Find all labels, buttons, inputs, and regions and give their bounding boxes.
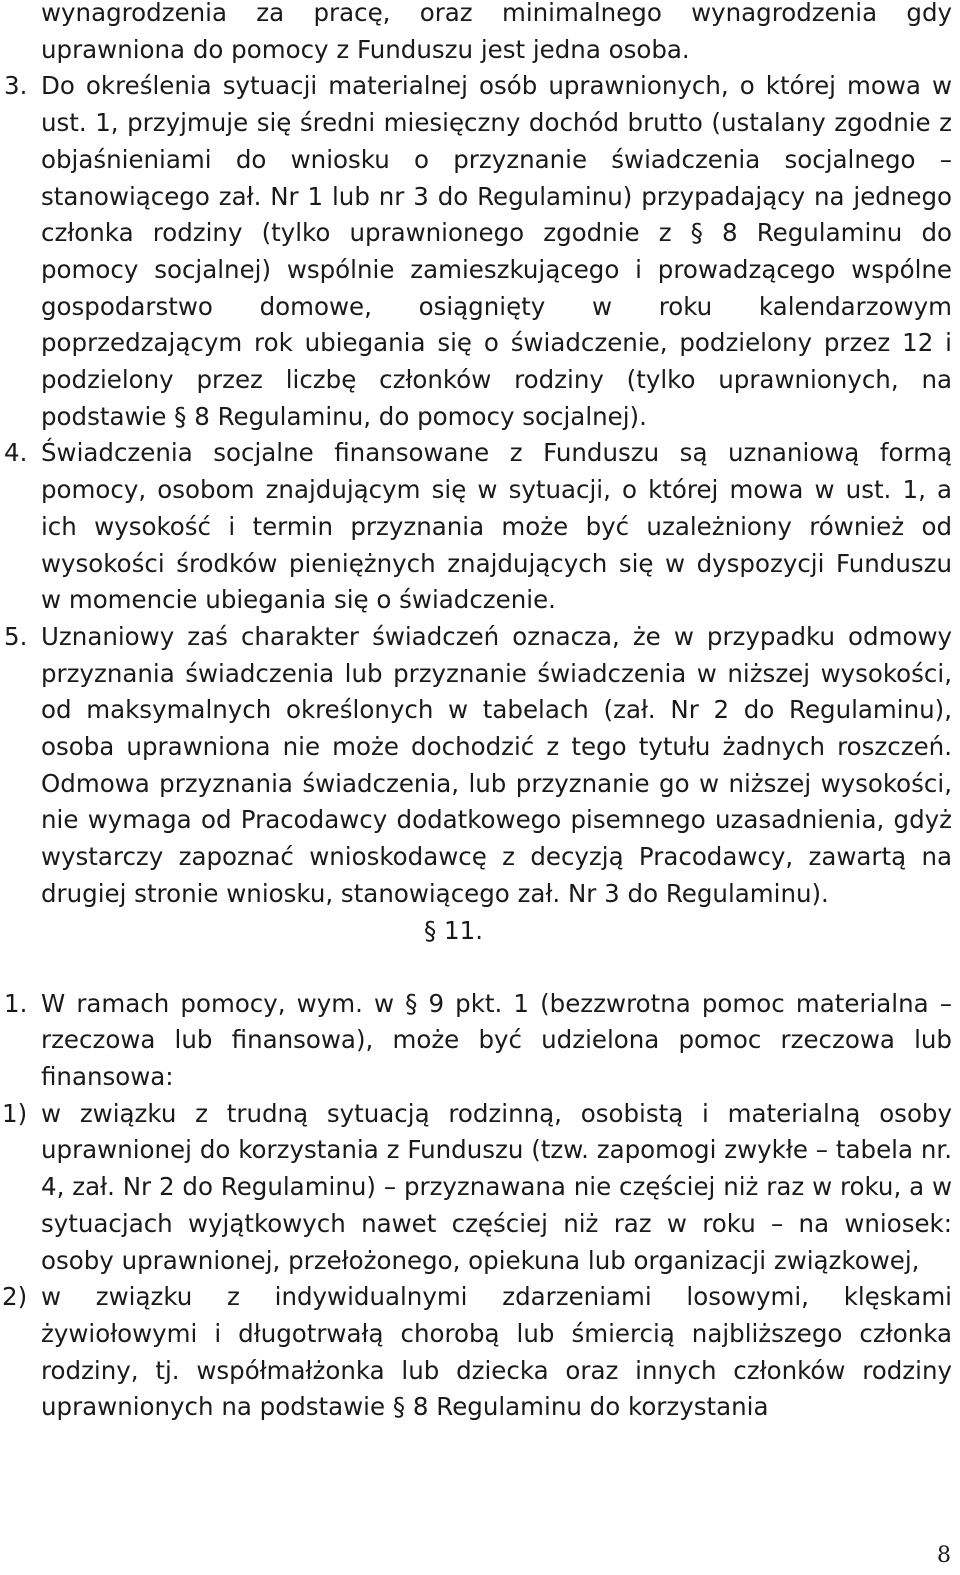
list-item-number: 3. (4, 71, 28, 101)
list-item-number: 5. (4, 621, 28, 651)
list-item-text: W ramach pomocy, wym. w § 9 pkt. 1 (bezzwrotna pomoc materialna – rzeczowa lub finansowa), może być udzielona pomoc rzeczowa lub finansowa: (41, 988, 952, 1091)
list-item-text: Do określenia sytuacji materialnej osób uprawnionych, o której mowa w ust. 1, przyjmuje się średni miesięczny dochód brutto (ustalany zgodnie z objaśnieniami do wniosku o przyznanie świadczenia socjalnego – stanowiącego zał. Nr 1 lub nr 3 do Regulaminu) przypadający na jednego członka rodziny (tylko uprawnionego zgodnie z § 8 Regulaminu do pomocy socjalnej) wspólnie zamieszkującego i prowadzącego wspólne gospodarstwo domowe, osiągnięty w roku kalendarzowym poprzedzającym rok ubiegania się o świadczenie, podzielony przez 12 i podzielony przez liczbę członków rodziny (tylko uprawnionych, na podstawie § 8 Regulaminu, do pomocy socjalnej). (41, 71, 952, 431)
sub-item-1 (0, 1096, 960, 1280)
list-item-4 (0, 435, 960, 619)
continued-paragraph-text: wynagrodzenia za pracę, oraz minimalnego wynagrodzenia gdy uprawniona do pomocy z Funduszu jest jedna osoba. (41, 0, 952, 64)
section-spacer (0, 950, 960, 986)
section-heading: § 11. (424, 915, 484, 945)
list-item-5 (0, 619, 960, 913)
list-item-number: 4. (4, 438, 28, 468)
list-item-text: Uznaniowy zaś charakter świadczeń oznacza, że w przypadku odmowy przyznania świadczenia lub przyznanie świadczenia w niższej wysokości, od maksymalnych określonych w tabelach (zał. Nr 2 do Regulaminu), osoba uprawniona nie może dochodzić z tego tytułu żadnych roszczeń. Odmowa przyznania świadczenia, lub przyznanie go w niższej wysokości, nie wymaga od Pracodawcy dodatkowego pisemnego uzasadnienia, gdyż wystarczy zapoznać wnioskodawcę z decyzją Pracodawcy, zawartą na drugiej stronie wniosku, stanowiącego zał. Nr 3 do Regulaminu). (41, 621, 952, 908)
list-item-text: Świadczenia socjalne finansowane z Funduszu są uznaniową formą pomocy, osobom znajdującym się w sytuacji, o której mowa w ust. 1, a ich wysokość i termin przyznania może być uzależniony również od wysokości środków pieniężnych znajdujących się w dyspozycji Funduszu w momencie ubiegania się o świadczenie. (41, 438, 952, 615)
section-11-item-1 (0, 986, 960, 1096)
sub-item-text: w związku z indywidualnymi zdarzeniami losowymi, klęskami żywiołowymi i długotrwałą chorobą lub śmiercią najbliższego członka rodziny, tj. współmałżonka lub dziecka oraz innych członków rodziny uprawnionych na podstawie § 8 Regulaminu do korzystania (41, 1282, 952, 1422)
sub-item-2 (0, 1279, 960, 1426)
sub-item-text: w związku z trudną sytuacją rodzinną, osobistą i materialną osoby uprawnionej do korzystania z Funduszu (tzw. zapomogi zwykłe – tabela nr. 4, zał. Nr 2 do Regulaminu) – przyznawana nie częściej niż raz w roku, a w sytuacjach wyjątkowych nawet częściej niż raz w roku – na wniosek: osoby uprawnionej, przełożonego, opiekuna lub organizacji związkowej, (41, 1098, 952, 1275)
page-number: 8 (937, 1543, 951, 1568)
list-item-number: 1. (4, 988, 28, 1018)
sub-item-number: 2) (2, 1282, 28, 1312)
list-item-3 (0, 68, 960, 435)
sub-item-number: 1) (2, 1098, 28, 1128)
continued-paragraph (0, 0, 960, 68)
